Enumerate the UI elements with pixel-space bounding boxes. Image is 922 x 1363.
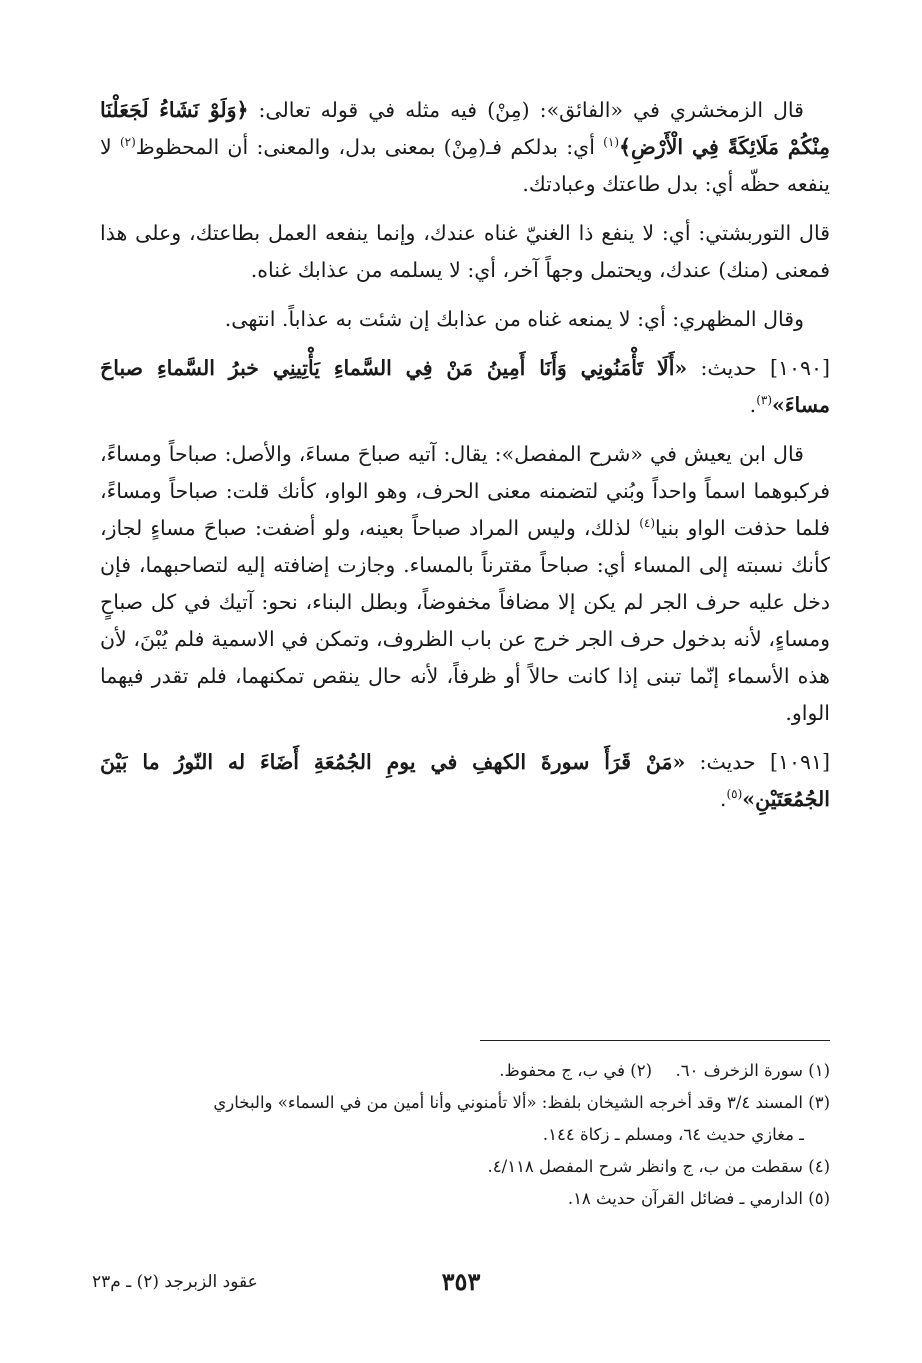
footnote-ref-2: (٢) [119,135,136,150]
footnote-row [100,1055,830,1087]
page-number: ٣٥٣ [441,1267,481,1296]
text-run: لذلك، وليس المراد صباحاً بعينه، ولو أضفت: صباحَ مساءٍ لجاز، كأنك نسبته إلى المساء أي: صباحاً مقترناً بالمساء. وجازت إضافته إليه لتصاحبهما، فإن دخل عليه حرف الجر لم يكن إلا مضافاً مخفوضاً، وبطل البناء، نحو: آتيك في كل صباحٍ ومساءٍ، لأنه بدخول حرف الجر خرج عن باب الظروف، وتمكن في الاسمية فلم يُبْنَ، لأن هذه الأسماء إنّما تبنى إذا كانت حالاً أو ظرفاً، لأنه حال ينقص تمكنهما، فلم تقدر فيهما الواو. [100,516,830,725]
page-footer [92,1262,830,1302]
hadith-text: «أَلَا تَأْمَنُونِي وَأَنَا أَمِينُ مَنْ فِي السَّماءِ يَأْتِينِي خبرُ السَّماءِ صباحَ مساءَ» [100,356,830,417]
book-signature: عقود الزبرجد (٢) ـ م٢٣ [92,1272,258,1292]
text-run: أي: بدلكم فـ(مِنْ) بمعنى بدل، والمعنى: أن المحظوظ [135,135,604,159]
footnote-1: (١) سورة الزخرف ٦٠. [675,1061,830,1080]
punctuation: . [749,393,757,417]
hadith-1090 [100,350,830,424]
mazhari-paragraph: وقال المظهري: أي: لا يمنعه غناه من عذابك إن شئت به عذاباً. انتهى. [224,307,804,331]
hadith-label: حديث: [687,356,770,380]
text-run: قال ابن يعيش في «شرح المفصل»: يقال: آتيه صباحَ مساءَ، والأصل: صباحاً ومساءً، فركبوهما اسماً واحداً وبُني لتضمنه معنى الحرف، وهو الواو، كأنك قلت: صباحاً ومساءً، فلما حذفت الواو بنيا [100,442,831,540]
footnotes [100,1055,830,1215]
footnote-3: (٣) المسند ٣/٤ وقد أخرجه الشيخان بلفظ: «ألا تأمنوني وأنا أمين من في السماء» والبخاري [213,1093,830,1112]
hadith-number: [١٠٩١] [769,750,830,774]
hadith-1091 [100,744,830,818]
footnote-ref-5: (٥) [726,787,743,802]
footnote-ref-1: (١) [603,135,619,150]
zamakhshari-paragraph [100,92,830,203]
text-run: قال الزمخشري في «الفائق»: (مِنْ) فيه مثله في قوله تعالى: [248,98,804,122]
footnote-divider [480,1040,830,1041]
ibn-yaish-paragraph [100,436,830,732]
footnote-3-continued: ـ مغازي حديث ٦٤، ومسلم ـ زكاة ١٤٤. [542,1125,804,1144]
text-run: لا ينفعه حظّه أي: بدل طاعتك وعبادتك. [100,135,830,196]
footnote-ref-3: (٣) [756,393,773,408]
hadith-label: حديث: [685,750,770,774]
main-text [100,92,830,830]
footnote-5: (٥) الدارمي ـ فضائل القرآن حديث ١٨. [567,1189,830,1208]
footnote-4: (٤) سقطت من ب، ج وانظر شرح المفصل ٤/١١٨. [487,1157,830,1176]
punctuation: . [719,787,727,811]
footnote-2: (٢) في ب، ج محفوظ. [499,1061,652,1080]
quran-verse: ﴿وَلَوْ نَشَاءُ لَجَعَلْنَا مِنْكُمْ مَلَائِكَةً فِي الْأَرْضِ﴾ [100,98,830,159]
hadith-text: «مَنْ قَرَأَ سورةَ الكهفِ في يومِ الجُمُعَةِ أَضَاءَ له النّورُ ما بَيْنَ الجُمُعَتَيْنِ» [100,750,830,811]
turbashti-paragraph: قال التوربشتي: أي: لا ينفع ذا الغنيّ غناه عندك، وإنما ينفعه العمل بطاعتك، وعلى هذا فمعنى (منك) عندك، ويحتمل وجهاً آخر، أي: لا يسلمه من عذابك غناه. [100,221,830,282]
hadith-number: [١٠٩٠] [769,356,830,380]
footnote-ref-4: (٤) [639,516,656,531]
